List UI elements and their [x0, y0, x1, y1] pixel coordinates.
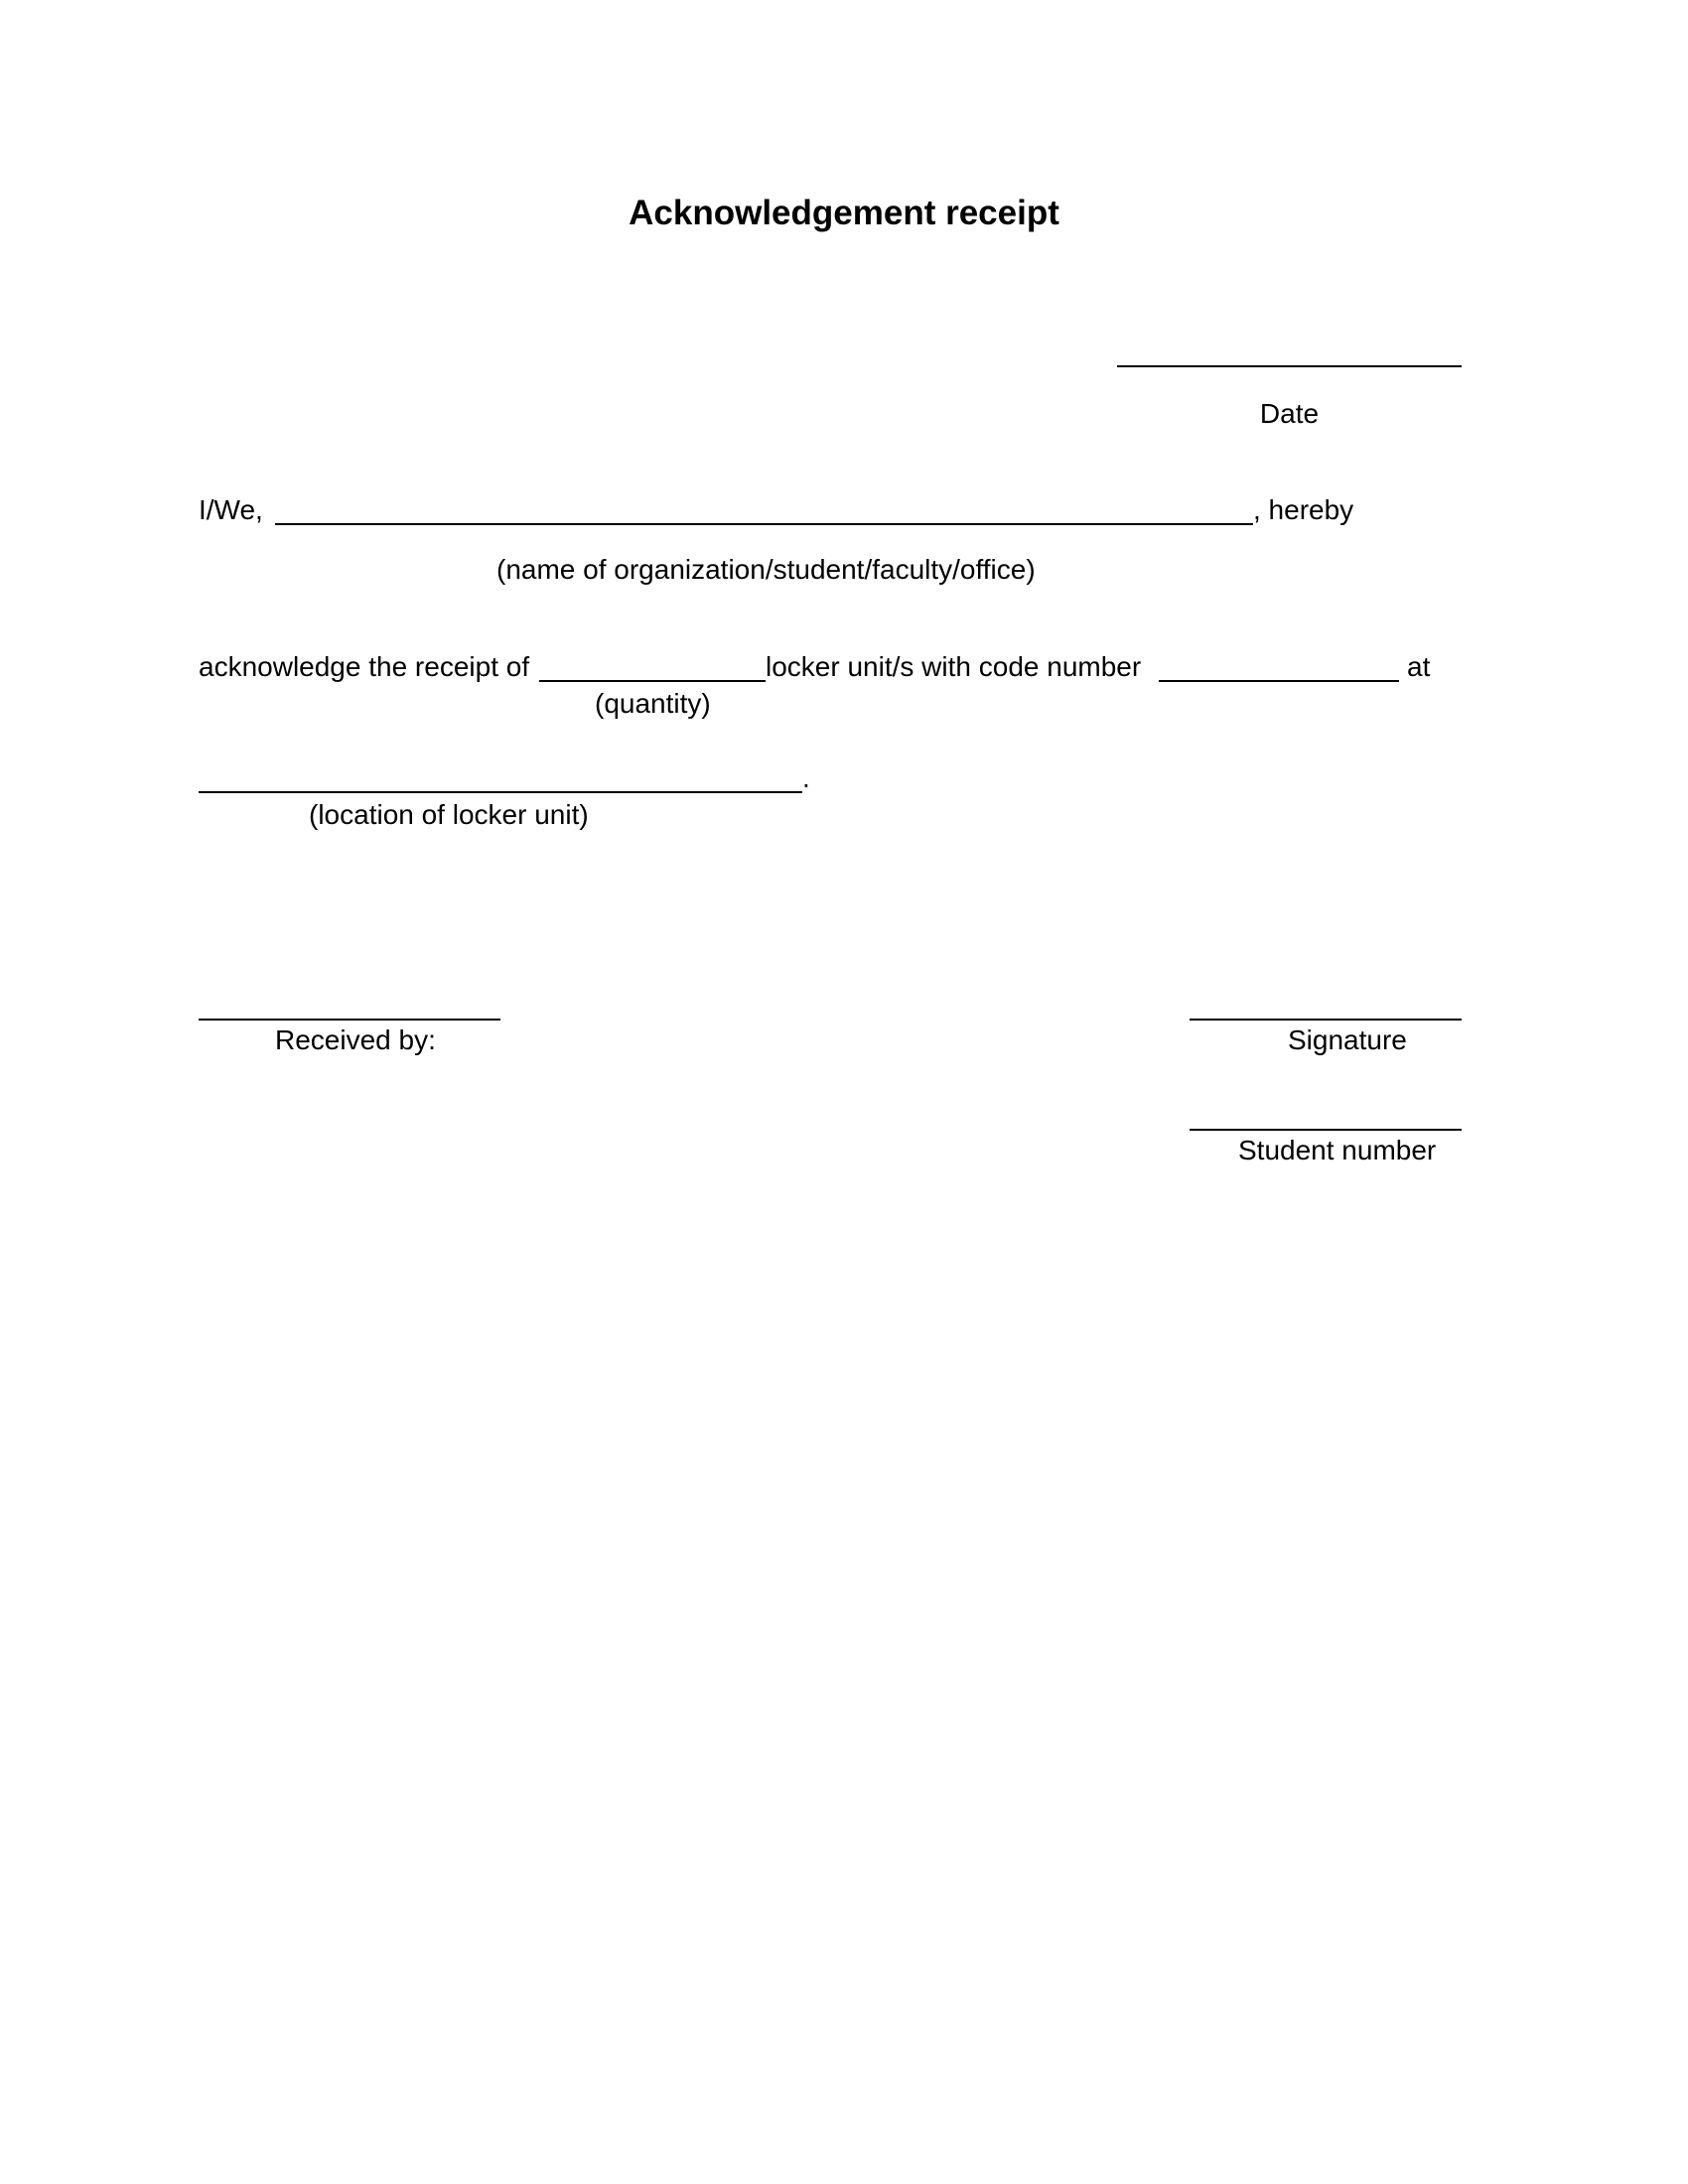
location-period: . — [802, 762, 810, 793]
document-title: Acknowledgement receipt — [629, 194, 1059, 232]
date-label: Date — [1259, 398, 1320, 429]
locker-code-text: locker unit/s with code number — [766, 651, 1142, 682]
signature-label: Signature — [1288, 1024, 1407, 1055]
student-number-label: Student number — [1238, 1135, 1437, 1165]
acknowledge-prefix: acknowledge the receipt of — [199, 651, 530, 682]
code-number-blank — [1159, 680, 1399, 682]
at-suffix: at — [1407, 651, 1431, 682]
date-blank — [1117, 365, 1462, 367]
received-by-blank — [199, 1019, 500, 1021]
received-by-label: Received by: — [275, 1024, 436, 1055]
iwe-prefix: I/We, — [199, 494, 263, 525]
organization-caption: (name of organization/student/faculty/office) — [496, 554, 1036, 585]
quantity-caption: (quantity) — [595, 688, 711, 719]
organization-name-blank — [275, 523, 1253, 525]
location-caption: (location of locker unit) — [309, 799, 589, 830]
student-number-blank — [1190, 1129, 1462, 1131]
signature-blank — [1190, 1019, 1462, 1021]
location-blank — [199, 791, 802, 793]
quantity-blank — [539, 680, 766, 682]
hereby-suffix: , hereby — [1253, 494, 1354, 525]
